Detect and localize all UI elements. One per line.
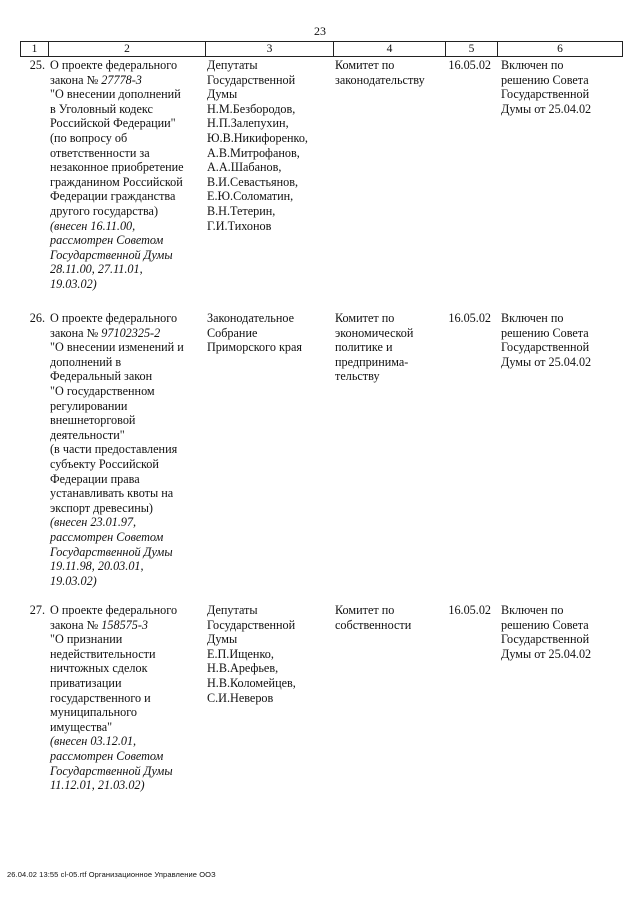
inclusion-decision (497, 58, 622, 292)
decision-line: Включен по (501, 311, 564, 325)
bill-history-line: 19.11.98, 20.03.01, (50, 559, 144, 574)
committee-line: экономической (335, 325, 414, 340)
committee-line: собственности (335, 617, 412, 632)
review-date: 16.05.02 (448, 311, 491, 325)
bill-description-line: Федеральный закон (50, 369, 153, 384)
decision-line: Думы от 25.04.02 (501, 646, 592, 661)
committee-line: предпринима- (335, 354, 409, 369)
bill-description-line: Федерации гражданства (50, 189, 176, 204)
initiator-line: В.И.Севастьянов, (207, 174, 299, 189)
initiator-line: А.В.Митрофанов, (207, 145, 300, 160)
initiator-line: Государственной (207, 617, 296, 632)
committee-line: Комитет по (335, 311, 395, 325)
bill-title-prefix: О проекте федерального (50, 58, 178, 72)
bill-description-line: (в части предоставления (50, 442, 178, 457)
bill-description-line: устанавливать квоты на (50, 486, 174, 501)
bill-history-line: 19.03.02) (50, 573, 97, 588)
entry-number: 27. (29, 603, 45, 617)
responsible-committee (333, 311, 445, 588)
bill-history-line: рассмотрен Советом (50, 529, 164, 544)
bill-description-line: муниципального (50, 705, 137, 720)
decision-line: решению Совета (501, 617, 589, 632)
bill-description-line: деятельности" (50, 427, 125, 442)
bill-description-line: внешнеторговой (50, 413, 136, 428)
bill-description-line: регулировании (50, 398, 128, 413)
agenda-entry (20, 603, 622, 793)
bill-description-line: "О признании (50, 632, 123, 647)
agenda-entry (20, 58, 622, 292)
initiator-line: Думы (207, 87, 238, 102)
committee-line: Комитет по (335, 603, 395, 617)
initiator-line: Е.Ю.Соломатин, (207, 189, 294, 204)
bill-law-number: закона № 97102325-2 (50, 325, 161, 340)
agenda-entry (20, 311, 622, 588)
bill-description (48, 311, 205, 588)
bill-history-line: Государственной Думы (50, 247, 173, 262)
responsible-committee (333, 603, 445, 793)
initiator-line: Думы (207, 632, 238, 647)
committee-line: политике и (335, 340, 393, 355)
decision-line: Государственной (501, 632, 590, 647)
initiator-line: Законодательное (207, 311, 295, 325)
bill-description-line: государственного и (50, 690, 151, 705)
initiator-line: С.И.Неверов (207, 690, 274, 705)
initiator-line: Е.П.Ищенко, (207, 646, 274, 661)
review-date: 16.05.02 (448, 58, 491, 72)
initiator-line: Депутаты (207, 58, 258, 72)
initiator-line: Н.В.Арефьев, (207, 661, 279, 676)
initiator-line: В.Н.Тетерин, (207, 203, 276, 218)
inclusion-decision (497, 311, 622, 588)
bill-history-line: 28.11.00, 27.11.01, (50, 262, 143, 277)
column-header-row (20, 41, 623, 57)
bill-initiator (205, 58, 333, 292)
decision-line: Государственной (501, 87, 590, 102)
entry-number: 25. (29, 58, 45, 72)
bill-description-line: (по вопросу об (50, 130, 128, 145)
column-header-1: 1 (21, 42, 49, 57)
bill-history-line: рассмотрен Советом (50, 233, 164, 248)
bill-law-number: закона № 158575-3 (50, 617, 148, 632)
bill-description-line: имущества" (50, 719, 113, 734)
decision-line: Включен по (501, 603, 564, 617)
bill-description-line: в Уголовный кодекс (50, 101, 153, 116)
bill-description-line: ответственности за (50, 145, 150, 160)
bill-history-line: (внесен 03.12.01, (50, 734, 137, 749)
initiator-line: А.А.Шабанов, (207, 160, 282, 175)
bill-description-line: экспорт древесины) (50, 500, 153, 515)
column-header-2: 2 (49, 42, 206, 57)
bill-description-line: дополнений в (50, 354, 122, 369)
decision-line: Государственной (501, 340, 590, 355)
column-header-6: 6 (498, 42, 623, 57)
bill-history-line: Государственной Думы (50, 763, 173, 778)
committee-line: тельству (335, 369, 380, 384)
initiator-line: Ю.В.Никифоренко, (207, 130, 308, 145)
initiator-line: Н.В.Коломейцев, (207, 675, 296, 690)
review-date: 16.05.02 (448, 603, 491, 617)
bill-description (48, 603, 205, 793)
bill-description-line: приватизации (50, 675, 122, 690)
bill-history-line: 11.12.01, 21.03.02) (50, 778, 145, 793)
bill-description-line: ничтожных сделок (50, 661, 148, 676)
responsible-committee (333, 58, 445, 292)
bill-description-line: недействительности (50, 646, 156, 661)
inclusion-decision (497, 603, 622, 793)
initiator-line: Приморского края (207, 340, 302, 355)
bill-description-line: незаконное приобретение (50, 160, 184, 175)
bill-description (48, 58, 205, 292)
initiator-line: Собрание (207, 325, 258, 340)
bill-initiator (205, 603, 333, 793)
initiator-line: Н.П.Залепухин, (207, 116, 289, 131)
bill-description-line: Российской Федерации" (50, 116, 176, 131)
bill-description-line: гражданином Российской (50, 174, 183, 189)
bill-description-line: Федерации права (50, 471, 140, 486)
bill-description-line: "О внесении дополнений (50, 87, 181, 102)
document-footer: 26.04.02 13:55 cl-05.rtf Организационное Управление ООЗ (7, 870, 216, 879)
bill-title-prefix: О проекте федерального (50, 603, 178, 617)
initiator-line: Государственной (207, 72, 296, 87)
decision-line: решению Совета (501, 72, 589, 87)
bill-history-line: Государственной Думы (50, 544, 173, 559)
initiator-line: Депутаты (207, 603, 258, 617)
bill-description-line: другого государства) (50, 203, 159, 218)
committee-line: законодательству (335, 72, 425, 87)
bill-title-prefix: О проекте федерального (50, 311, 178, 325)
initiator-line: Н.М.Безбородов, (207, 101, 296, 116)
decision-line: Думы от 25.04.02 (501, 101, 592, 116)
initiator-line: Г.И.Тихонов (207, 218, 272, 233)
bill-description-line: субъекту Российской (50, 456, 159, 471)
bill-initiator (205, 311, 333, 588)
bill-law-number: закона № 27778-3 (50, 72, 142, 87)
bill-history-line: рассмотрен Советом (50, 748, 164, 763)
column-header-3: 3 (206, 42, 334, 57)
entry-number: 26. (29, 311, 45, 325)
column-header-5: 5 (446, 42, 498, 57)
bill-history-line: (внесен 23.01.97, (50, 515, 137, 530)
committee-line: Комитет по (335, 58, 395, 72)
column-header-4: 4 (334, 42, 446, 57)
page-number: 23 (314, 24, 326, 38)
decision-line: Включен по (501, 58, 564, 72)
decision-line: Думы от 25.04.02 (501, 354, 592, 369)
bill-history-line: (внесен 16.11.00, (50, 218, 136, 233)
bill-description-line: "О внесении изменений и (50, 340, 184, 355)
bill-description-line: "О государственном (50, 383, 155, 398)
decision-line: решению Совета (501, 325, 589, 340)
bill-history-line: 19.03.02) (50, 276, 97, 291)
